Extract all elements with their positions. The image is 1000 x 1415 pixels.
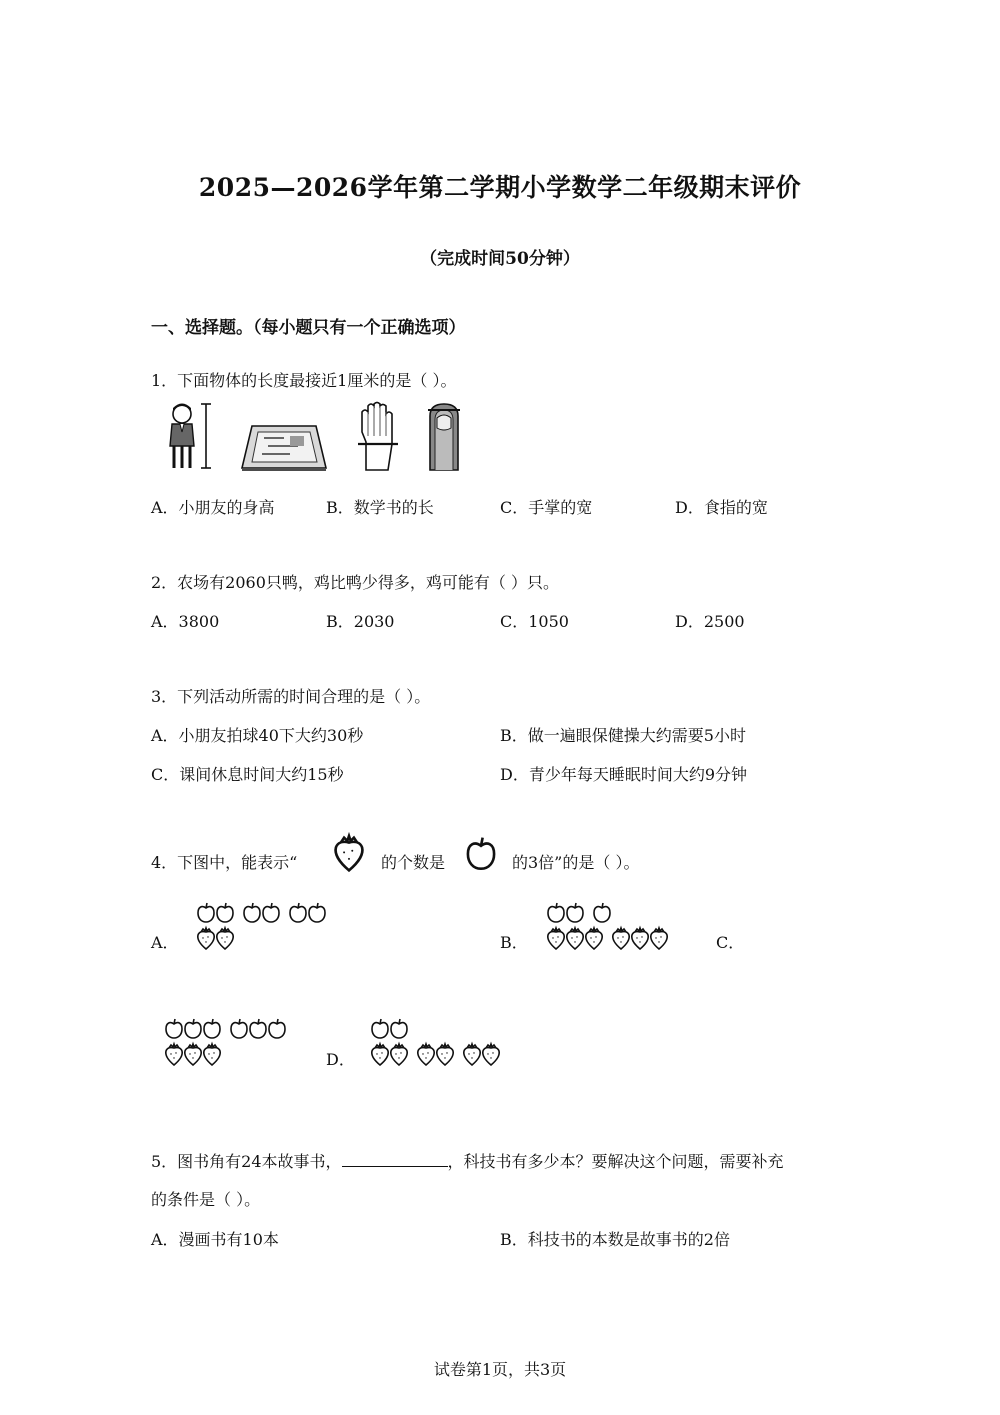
apple-icon (309, 903, 325, 922)
strawberry-icon (548, 928, 564, 949)
apple-icon (204, 1019, 220, 1038)
apple-icon (567, 903, 583, 922)
question-4-option-b[interactable]: B． (500, 933, 528, 952)
apple-icon (166, 1019, 182, 1038)
question-4-option-c[interactable]: C． (716, 933, 745, 952)
apple-icon (231, 1019, 247, 1038)
child-height-icon (160, 400, 216, 472)
option-d-fruit-group (370, 1016, 520, 1070)
question-5-stem-line2: 的条件是（ ）。 (151, 1190, 261, 1209)
question-3-option-c[interactable]: C．课间休息时间大约15秒 (151, 765, 344, 784)
question-3-option-a[interactable]: A．小朋友拍球40下大约30秒 (151, 726, 364, 745)
strawberry-icon (483, 1044, 499, 1065)
apple-icon (269, 1019, 285, 1038)
strawberry-icon (632, 928, 648, 949)
question-1-option-b[interactable]: B．数学书的长 (326, 498, 434, 517)
question-3-stem: 3．下列活动所需的时间合理的是（ ）。 (151, 687, 431, 706)
strawberry-icon (185, 1044, 201, 1065)
apple-icon (372, 1019, 388, 1038)
strawberry-icon (204, 1044, 220, 1065)
question-4-option-d[interactable]: D． (326, 1050, 355, 1069)
option-a-fruit-group (196, 900, 336, 954)
question-4-stem-part3: 的3倍”的是（ ）。 (512, 853, 640, 872)
apple-icon (185, 1019, 201, 1038)
strawberry-icon (418, 1044, 434, 1065)
math-book-icon (240, 424, 328, 472)
apple-icon (548, 903, 564, 922)
question-4-stem-part1: 4．下图中，能表示“ (151, 853, 298, 872)
question-5-option-b[interactable]: B．科技书的本数是故事书的2倍 (500, 1230, 730, 1249)
strawberry-icon (391, 1044, 407, 1065)
question-5-stem-part2: ，科技书有多少本？要解决这个问题，需要补充 (447, 1152, 784, 1171)
apple-icon (198, 903, 214, 922)
index-finger-icon (424, 402, 464, 472)
strawberry-icon (613, 928, 629, 949)
question-2-stem: 2．农场有2060只鸭，鸡比鸭少得多，鸡可能有（ ）只。 (151, 573, 559, 592)
strawberry-icon (586, 928, 602, 949)
strawberry-icon (198, 928, 214, 949)
strawberry-icon (166, 1044, 182, 1065)
question-4-option-a[interactable]: A． (151, 933, 179, 952)
apple-icon (391, 1019, 407, 1038)
exam-subtitle: （完成时间50分钟） (420, 249, 580, 269)
palm-width-icon (356, 402, 400, 472)
apple-icon (263, 903, 279, 922)
question-5-stem-part1: 5．图书角有24本故事书， (151, 1152, 342, 1171)
strawberry-icon (464, 1044, 480, 1065)
question-5-option-a[interactable]: A．漫画书有10本 (151, 1230, 279, 1249)
option-c-fruit-group (164, 1016, 294, 1070)
strawberry-icon (437, 1044, 453, 1065)
question-5-stem (151, 1149, 784, 1172)
question-1-option-d[interactable]: D．食指的宽 (675, 498, 768, 517)
option-b-fruit-group (546, 900, 676, 954)
apple-icon (244, 903, 260, 922)
question-2-option-b[interactable]: B．2030 (326, 612, 395, 631)
strawberry-icon (651, 928, 667, 949)
question-1-option-c[interactable]: C．手掌的宽 (500, 498, 593, 517)
apple-icon (464, 836, 498, 872)
question-2-option-a[interactable]: A．3800 (151, 612, 220, 631)
apple-icon (290, 903, 306, 922)
question-2-option-d[interactable]: D．2500 (675, 612, 745, 631)
strawberry-icon (372, 1044, 388, 1065)
question-3-option-b[interactable]: B．做一遍眼保健操大约需要5小时 (500, 726, 746, 745)
exam-title: 2025—2026学年第二学期小学数学二年级期末评价 (198, 173, 802, 202)
page-footer: 试卷第1页，共3页 (433, 1360, 567, 1379)
question-1-stem: 1．下面物体的长度最接近1厘米的是（ ）。 (151, 371, 457, 390)
section-heading: 一、选择题。（每小题只有一个正确选项） (151, 318, 466, 338)
strawberry-icon (567, 928, 583, 949)
strawberry-icon (332, 836, 366, 872)
question-1-option-a[interactable]: A．小朋友的身高 (151, 498, 275, 517)
question-2-option-c[interactable]: C．1050 (500, 612, 569, 631)
apple-icon (217, 903, 233, 922)
strawberry-icon (217, 928, 233, 949)
answer-blank[interactable] (342, 1152, 448, 1167)
apple-icon (250, 1019, 266, 1038)
question-4-stem-part2: 的个数是 (381, 853, 446, 872)
apple-icon (594, 903, 610, 922)
question-3-option-d[interactable]: D．青少年每天睡眠时间大约9分钟 (500, 765, 748, 784)
